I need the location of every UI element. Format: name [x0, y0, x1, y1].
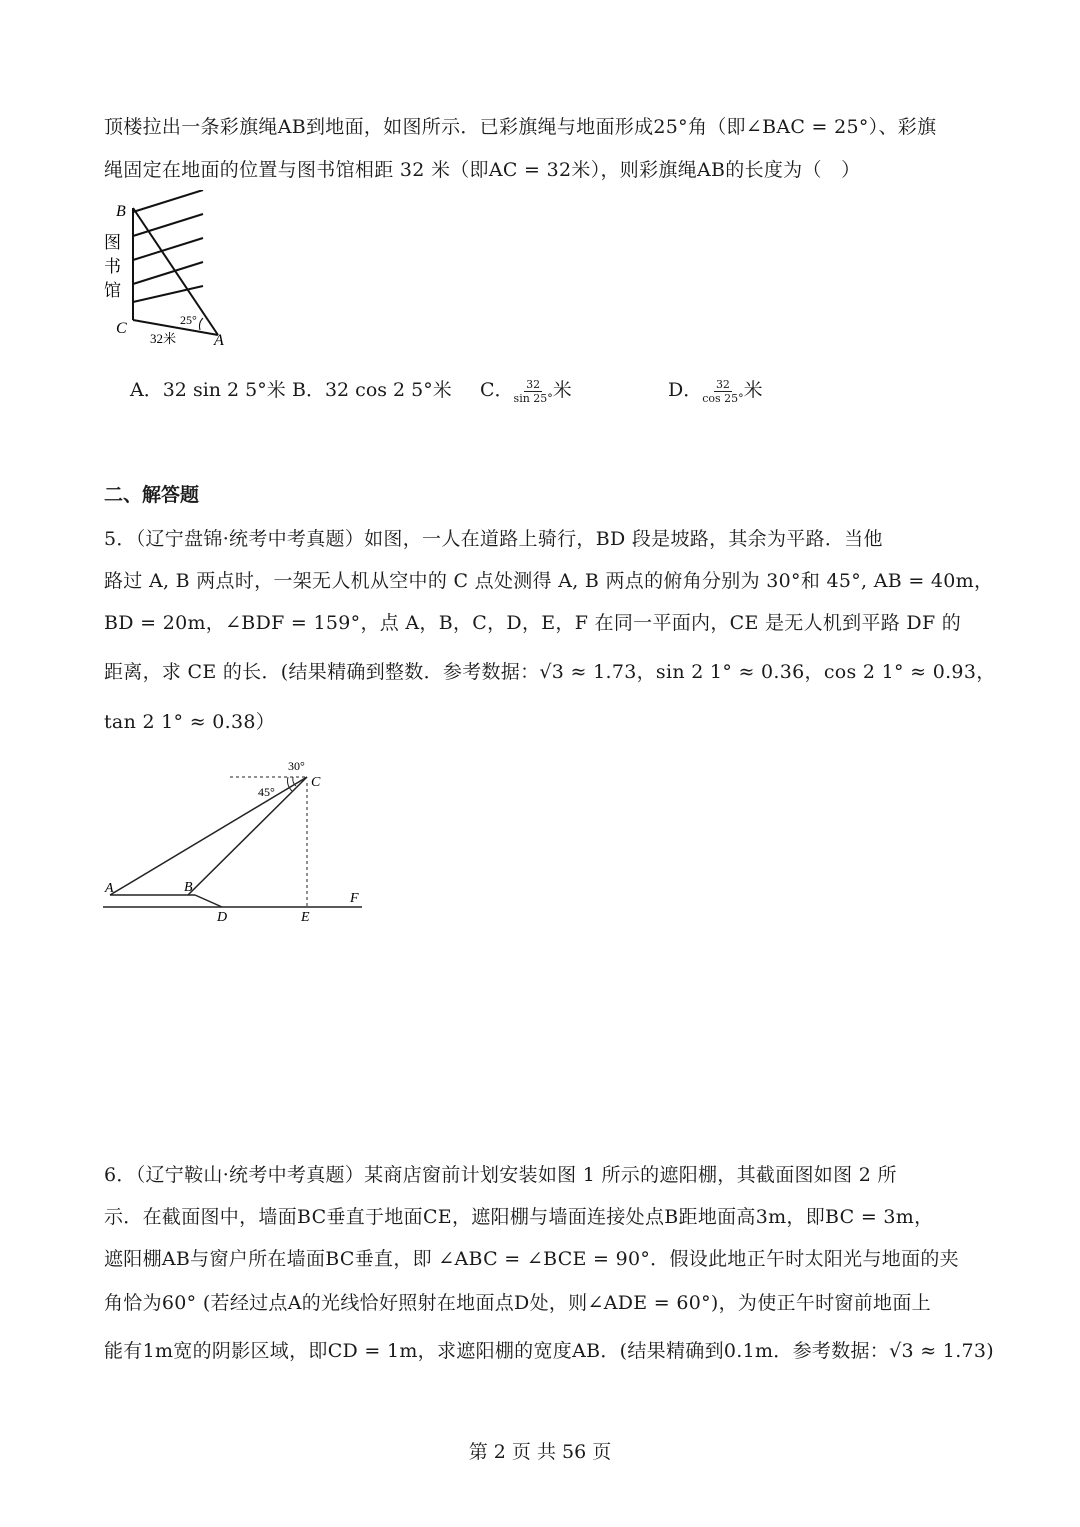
label-c: C	[116, 320, 127, 337]
q4-text-line: 顶楼拉出一条彩旗绳AB到地面，如图所示．已彩旗绳与地面形成25°角（即∠BAC = 25°）、彩旗	[104, 116, 937, 138]
building-label-char: 馆	[104, 281, 121, 300]
label-a: A	[105, 881, 114, 896]
angle-label: 25°	[180, 313, 197, 327]
label-a: A	[214, 332, 224, 349]
option-c-prefix: C．	[480, 379, 514, 401]
building-label-char: 图	[104, 233, 121, 252]
q6-text-line: 能有1m宽的阴影区域，即CD = 1m，求遮阳棚的宽度AB．(结果精确到0.1m．参考数据：√3 ≈ 1.73)	[104, 1340, 995, 1362]
q6-text-line: 6．（辽宁鞍山·统考中考真题）某商店窗前计划安装如图 1 所示的遮阳棚，其截面图如图 2 所	[104, 1164, 897, 1186]
angle-30-label: 30°	[288, 759, 305, 773]
option-c	[480, 375, 572, 405]
q4-text-line: 绳固定在地面的位置与图书馆相距 32 米（即AC = 32米），则彩旗绳AB的长度为（ ）	[104, 159, 861, 181]
q4-figure	[100, 190, 240, 355]
label-e: E	[301, 910, 310, 925]
flag-line	[133, 286, 203, 302]
label-b: B	[116, 203, 126, 220]
q6-text-line: 角恰为60° (若经过点A的光线恰好照射在地面点D处，则∠ADE = 60°)，为使正午时窗前地面上	[104, 1292, 931, 1314]
unit: 米	[743, 379, 763, 401]
q6-text-line: 示．在截面图中，墙面BC垂直于地面CE，遮阳棚与墙面连接处点B距地面高3m，即BC = 3m，	[104, 1206, 934, 1228]
section-heading: 二、解答题	[104, 484, 200, 506]
q5-text-line: BD = 20m，∠BDF = 159°，点 A，B，C，D，E，F 在同一平面内，CE 是无人机到平路 DF 的	[104, 612, 962, 634]
q5-text-line: tan 2 1° ≈ 0.38）	[104, 711, 276, 733]
option-a: A．32 sin 2 5°米	[130, 379, 286, 401]
fraction	[514, 378, 553, 405]
page-footer: 第 2 页 共 56 页	[468, 1441, 612, 1463]
fraction	[702, 378, 743, 405]
angle-arc	[199, 318, 203, 330]
line-ac	[110, 777, 307, 895]
building-label-char: 书	[104, 257, 121, 276]
slope-bd	[195, 895, 222, 907]
q5-text-line: 5．（辽宁盘锦·统考中考真题）如图，一人在道路上骑行，BD 段是坡路，其余为平路．当他	[104, 528, 883, 550]
label-c: C	[311, 775, 321, 790]
q5-figure	[100, 755, 370, 930]
q5-text-line: 路过 A, B 两点时，一架无人机从空中的 C 点处测得 A, B 两点的俯角分别为 30°和 45°, AB = 40m，	[104, 570, 994, 592]
option-d	[668, 375, 763, 405]
unit: 米	[552, 379, 572, 401]
denominator: sin 25°	[513, 391, 553, 405]
flag-line	[133, 262, 203, 284]
numerator: 32	[715, 377, 730, 391]
option-d-prefix: D．	[668, 379, 703, 401]
label-f: F	[350, 891, 359, 906]
flag-line	[133, 190, 203, 212]
flag-line	[133, 238, 203, 260]
q6-text-line: 遮阳棚AB与窗户所在墙面BC垂直，即 ∠ABC = ∠BCE = 90°．假设此地正午时太阳光与地面的夹	[104, 1248, 959, 1270]
label-b: B	[184, 880, 193, 895]
angle-45-label: 45°	[258, 785, 275, 799]
label-d: D	[217, 910, 228, 925]
q5-text-line: 距离，求 CE 的长．(结果精确到整数．参考数据：√3 ≈ 1.73，sin 2 1° ≈ 0.36，cos 2 1° ≈ 0.93，	[104, 661, 996, 683]
denominator: cos 25°	[702, 391, 744, 405]
distance-label: 32米	[150, 331, 177, 346]
numerator: 32	[526, 377, 541, 391]
option-b: B．32 cos 2 5°米	[292, 379, 452, 401]
line-bc	[188, 777, 307, 895]
